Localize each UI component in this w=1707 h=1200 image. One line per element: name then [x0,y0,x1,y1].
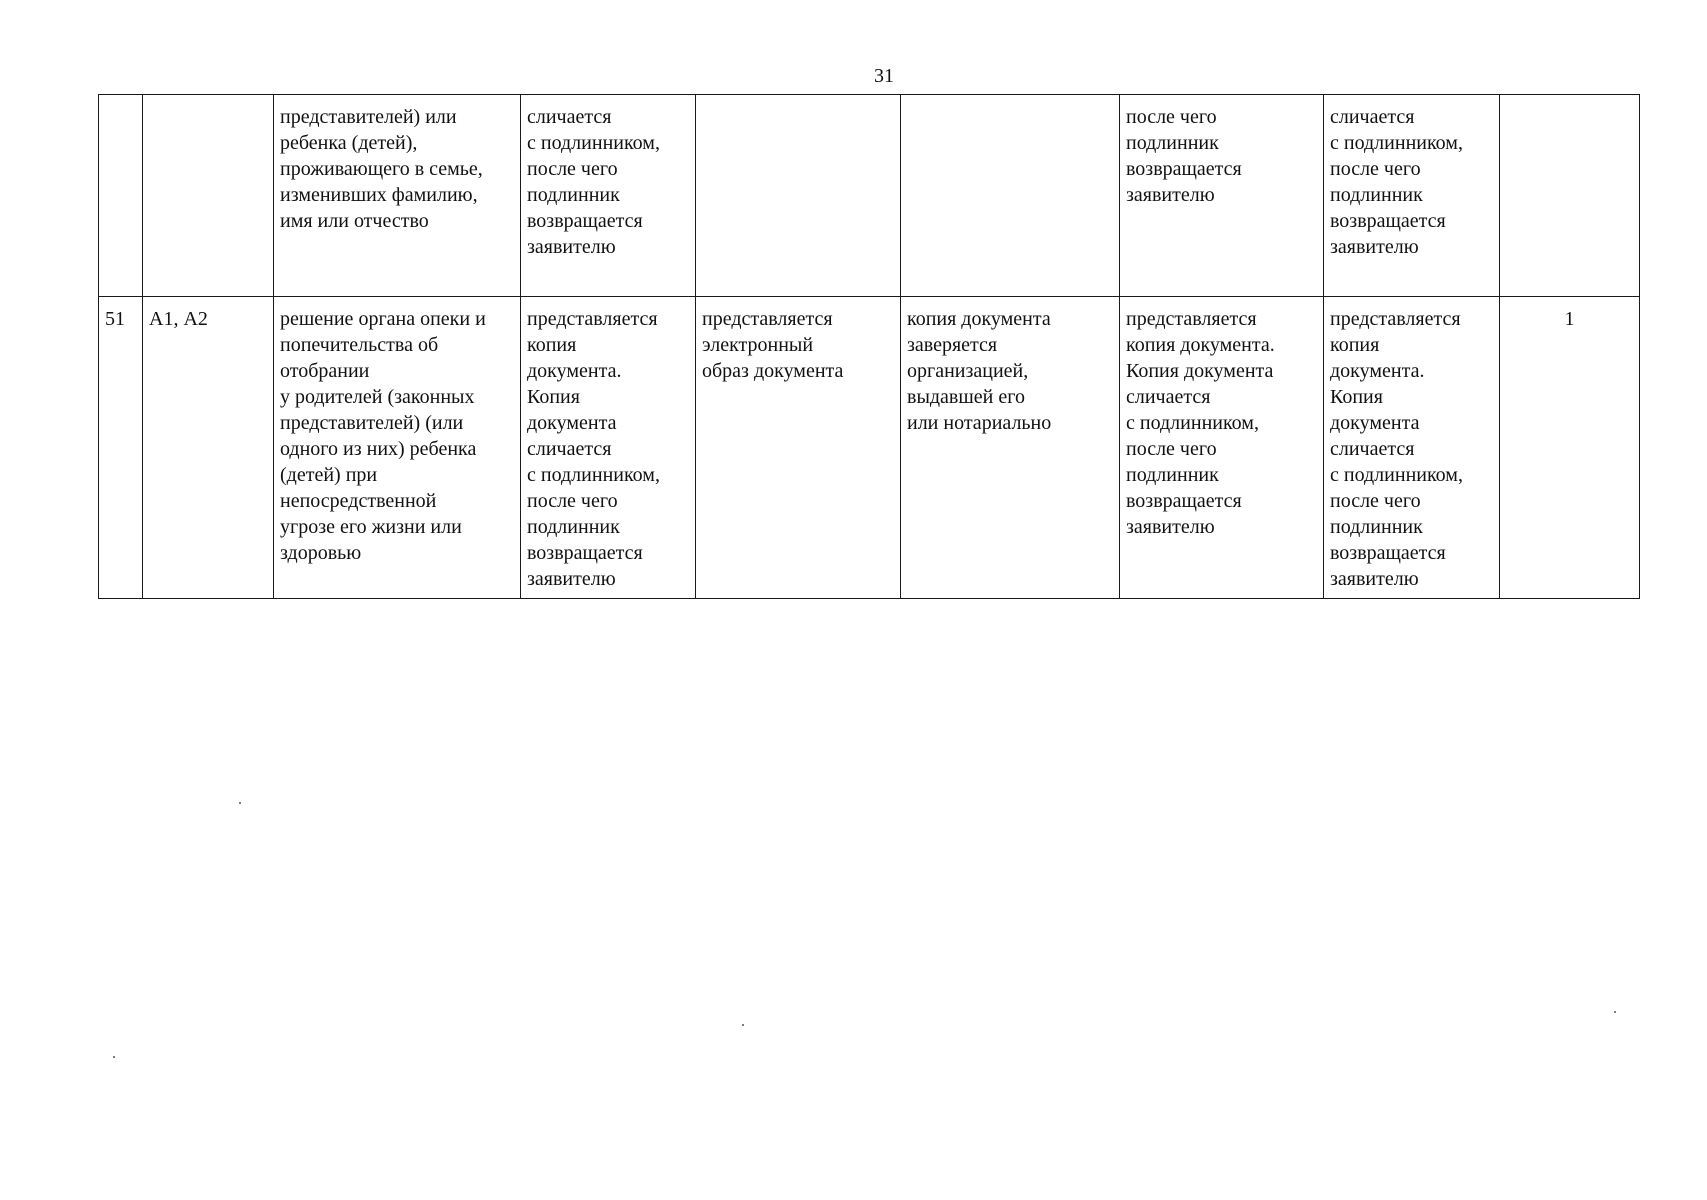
cell-submission-mfc: представляется копия документа. Копия документа сличается с подлинником, после чего подлинник возвращается заявителю [1120,297,1324,599]
cell-submission-electronic: представляется электронный образ документа [696,297,901,599]
cell-count: 1 [1500,297,1640,599]
scan-speck [742,1024,744,1026]
page-number: 31 [874,65,894,87]
cell-certification [901,95,1120,297]
cell-category: А1, А2 [143,297,274,599]
scan-speck [239,802,241,804]
cell-certification: копия документа заверяется организацией, выдавшей его или нотариально [901,297,1120,599]
cell-number [99,95,143,297]
cell-submission-electronic [696,95,901,297]
cell-document-name: представителей) или ребенка (детей), проживающего в семье, изменивших фамилию, имя или отчество [274,95,521,297]
scan-speck [1614,1011,1616,1013]
cell-count [1500,95,1640,297]
table-row-continued [99,95,1640,297]
cell-submission-mfc: после чего подлинник возвращается заявителю [1120,95,1324,297]
cell-document-name: решение органа опеки и попечительства об отобрании у родителей (законных представителей) (или одного из них) ребенка (детей) при непосредственной угрозе его жизни или здоровью [274,297,521,599]
table-row [99,297,1640,599]
cell-category [143,95,274,297]
cell-submission-in-person: сличается с подлинником, после чего подлинник возвращается заявителю [521,95,696,297]
cell-submission-other: представляется копия документа. Копия документа сличается с подлинником, после чего подлинник возвращается заявителю [1324,297,1500,599]
cell-number: 51 [99,297,143,599]
cell-submission-other: сличается с подлинником, после чего подлинник возвращается заявителю [1324,95,1500,297]
requirements-table [98,94,1640,599]
scan-speck [113,1056,115,1058]
cell-submission-in-person: представляется копия документа. Копия документа сличается с подлинником, после чего подлинник возвращается заявителю [521,297,696,599]
